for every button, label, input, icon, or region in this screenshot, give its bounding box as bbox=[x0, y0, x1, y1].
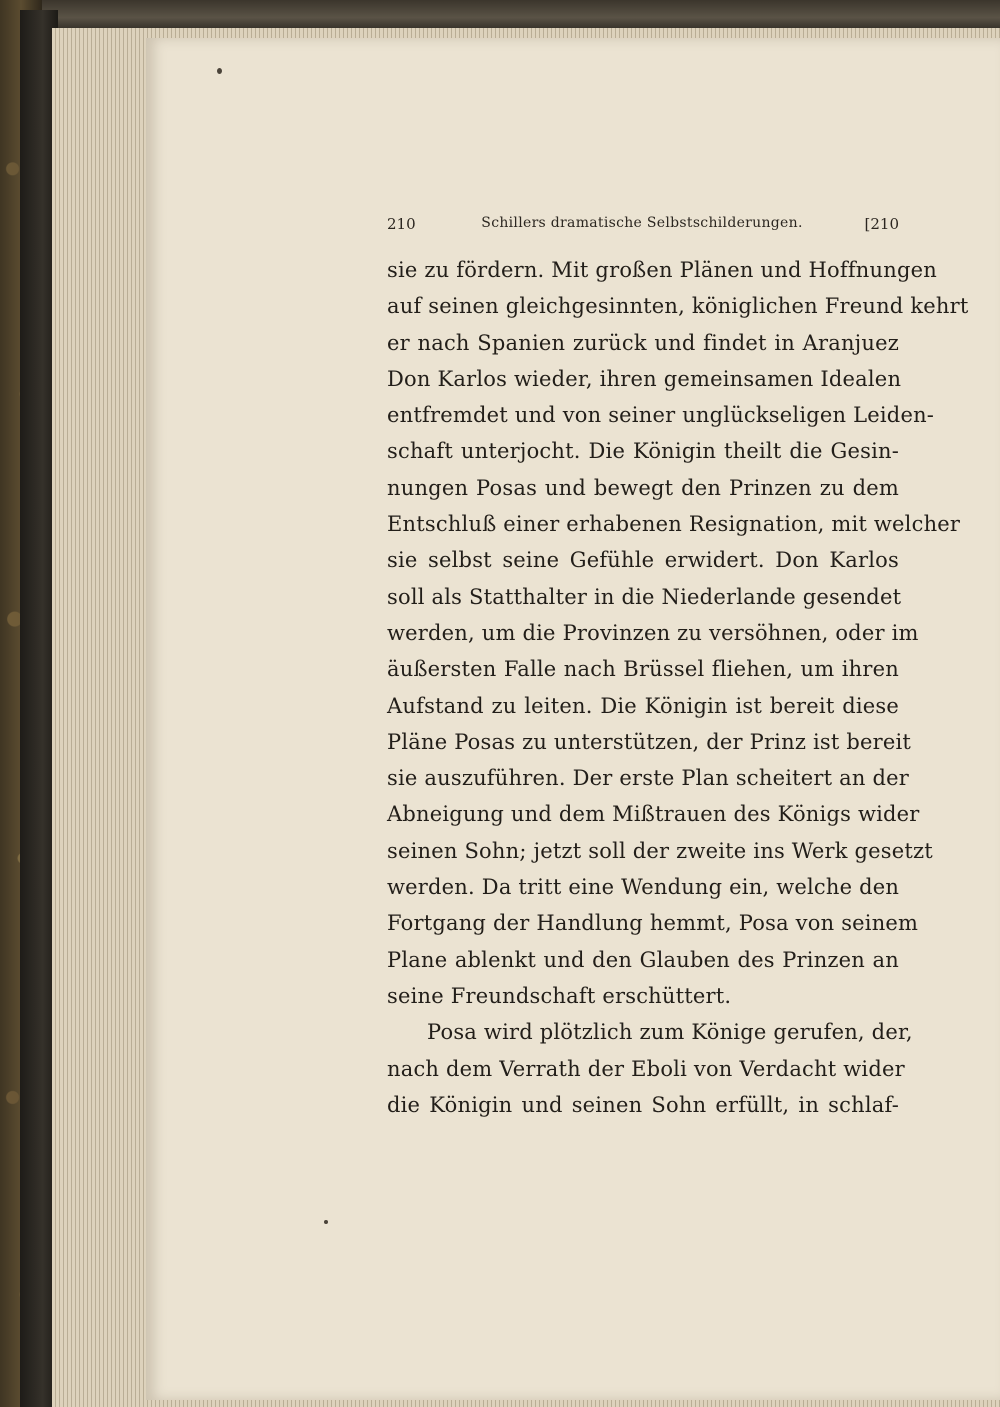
text-line: seinen Sohn; jetzt soll der zweite ins Werk gesetzt bbox=[387, 838, 933, 863]
page-number: 210 bbox=[387, 215, 416, 233]
ink-speck bbox=[217, 68, 222, 74]
ink-speck bbox=[324, 1220, 328, 1224]
text-line: auf seinen gleichgesinnten, königlichen Freund kehrt bbox=[387, 294, 969, 319]
text-line: seine Freundschaft erschüttert. bbox=[387, 983, 732, 1008]
text-line: Plane ablenkt und den Glauben des Prinzen an bbox=[387, 947, 899, 972]
text-line: nach dem Verrath der Eboli von Verdacht wider bbox=[387, 1056, 905, 1081]
text-line: die Königin und seinen Sohn erfüllt, in schlaf- bbox=[387, 1092, 899, 1117]
text-line: nungen Posas und bewegt den Prinzen zu dem bbox=[387, 475, 899, 500]
text-line: Pläne Posas zu unterstützen, der Prinz ist bereit bbox=[387, 729, 912, 754]
text-line: Abneigung und dem Mißtrauen des Königs wider bbox=[387, 802, 920, 827]
text-line: sie zu fördern. Mit großen Plänen und Hoffnungen bbox=[387, 258, 937, 282]
text-line: schaft unterjocht. Die Königin theilt die Gesin- bbox=[387, 439, 899, 464]
text-line: entfremdet und von seiner unglückseligen Leiden- bbox=[387, 403, 935, 428]
page-header bbox=[387, 212, 899, 238]
text-line: Don Karlos wieder, ihren gemeinsamen Idealen bbox=[387, 366, 902, 391]
text-line: soll als Statthalter in die Niederlande gesendet bbox=[387, 584, 902, 609]
text-line: er nach Spanien zurück und findet in Aranjuez bbox=[387, 330, 899, 355]
text-line: sie selbst seine Gefühle erwidert. Don Karlos bbox=[387, 548, 899, 573]
running-title: Schillers dramatische Selbstschilderungen. bbox=[481, 215, 803, 231]
body-text bbox=[387, 252, 969, 1123]
text-line: Fortgang der Handlung hemmt, Posa von seinem bbox=[387, 911, 919, 936]
text-line: äußersten Falle nach Brüssel fliehen, um ihren bbox=[387, 657, 899, 682]
text-line: Entschluß einer erhabenen Resignation, mit welcher bbox=[387, 512, 961, 537]
text-line: sie auszuführen. Der erste Plan scheitert an der bbox=[387, 766, 909, 791]
text-line: werden. Da tritt eine Wendung ein, welche den bbox=[387, 875, 900, 900]
text-line: Posa wird plötzlich zum Könige gerufen, der, bbox=[427, 1020, 913, 1045]
page-reference: [210 bbox=[864, 215, 899, 233]
text-line: werden, um die Provinzen zu versöhnen, oder im bbox=[387, 620, 919, 645]
text-line: Aufstand zu leiten. Die Königin ist bereit diese bbox=[387, 693, 899, 718]
